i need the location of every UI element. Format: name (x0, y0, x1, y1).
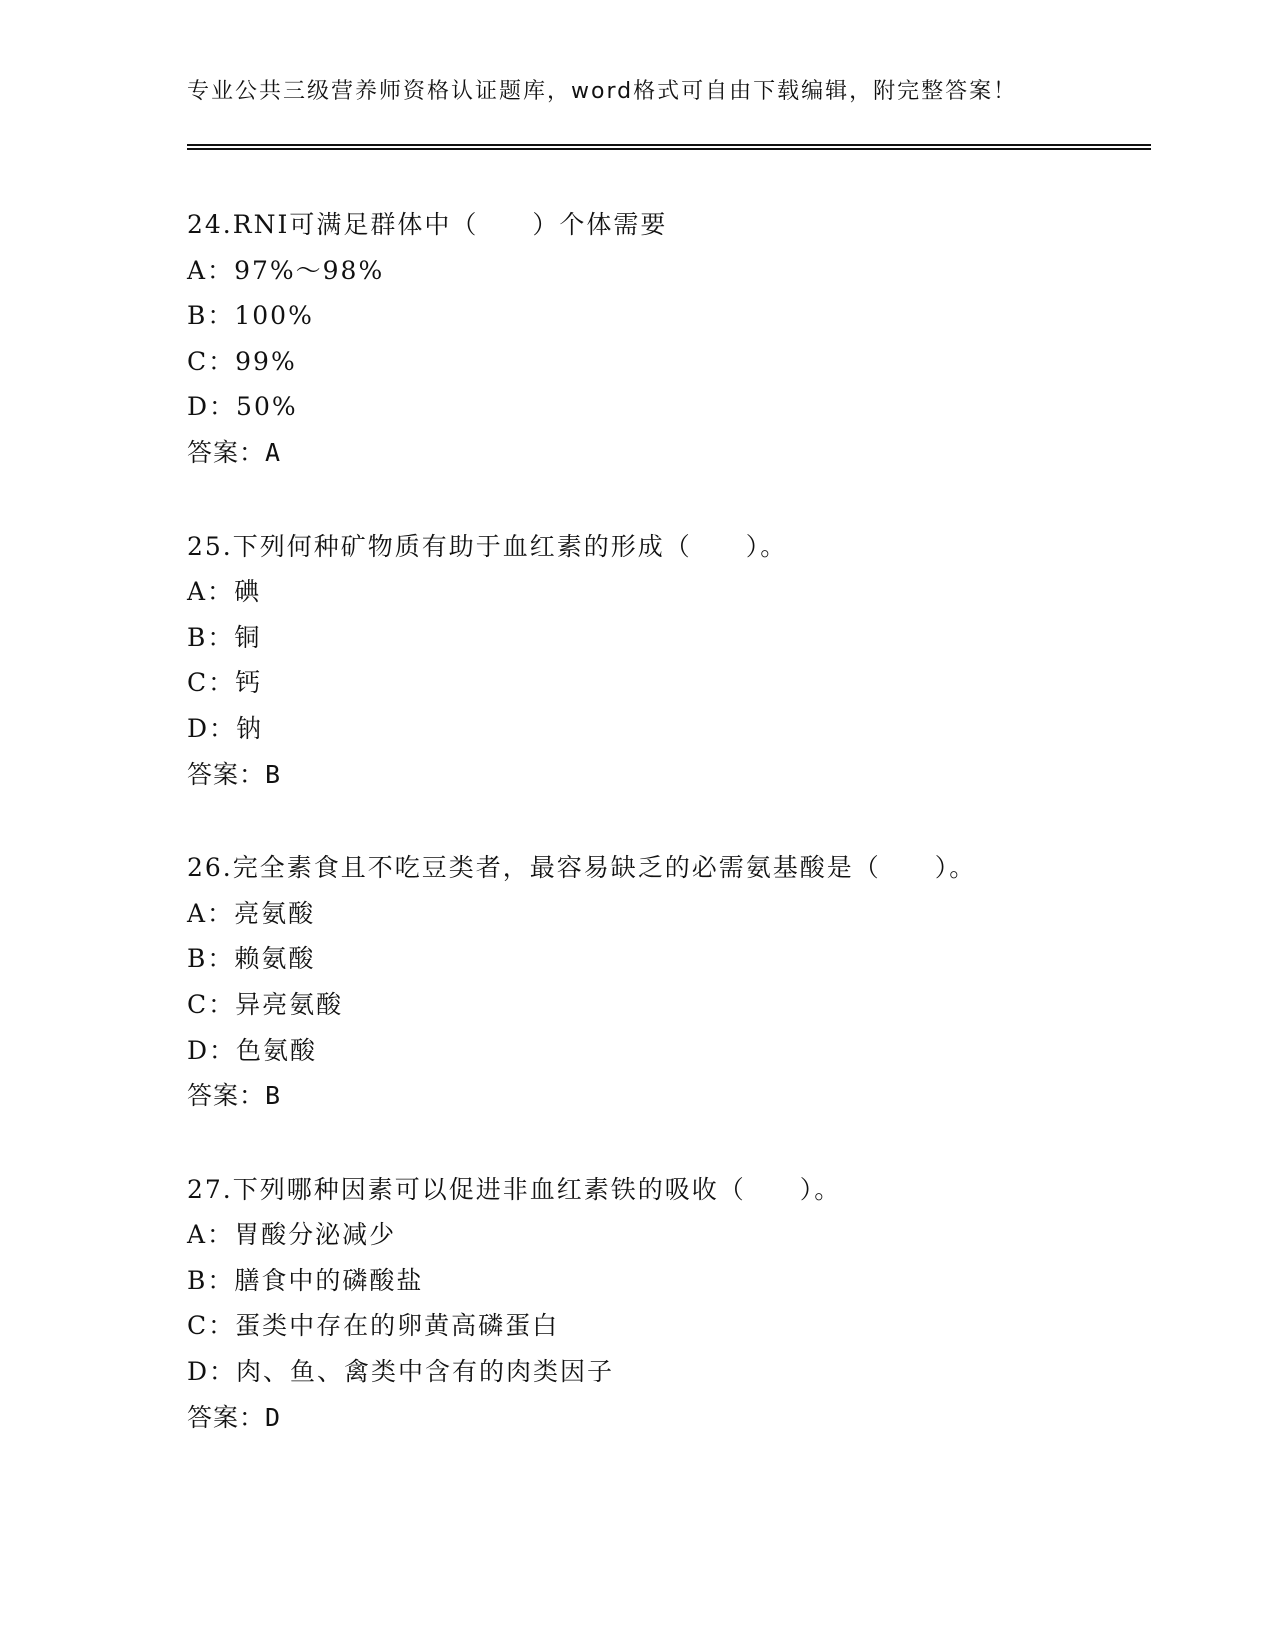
option-b (187, 936, 1147, 982)
question-25 (187, 524, 1147, 798)
option-key: C： (187, 668, 236, 698)
option-d (187, 384, 1147, 430)
option-text: 碘 (234, 577, 262, 607)
option-c (187, 660, 1147, 706)
option-text: 铜 (234, 622, 262, 652)
option-text: 异亮氨酸 (235, 989, 344, 1019)
option-key: C： (187, 989, 236, 1019)
option-key: B： (187, 622, 235, 652)
option-text: 蛋类中存在的卵黄高磷蛋白 (235, 1311, 560, 1341)
answer: 答案：A (187, 437, 282, 467)
option-b (187, 293, 1147, 339)
option-key: A： (187, 255, 235, 285)
answer: 答案：B (187, 1081, 282, 1111)
option-text: 100% (234, 301, 314, 331)
question-title: 25.下列何种矿物质有助于血红素的形成（ ）。 (187, 531, 788, 561)
option-a (187, 569, 1147, 615)
option-b (187, 1258, 1147, 1304)
option-text: 色氨酸 (236, 1035, 318, 1065)
option-a (187, 891, 1147, 937)
question-title: 26.完全素食且不吃豆类者，最容易缺乏的必需氨基酸是（ ）。 (187, 853, 977, 883)
option-key: B： (187, 944, 235, 974)
question-24 (187, 202, 1147, 476)
option-key: C： (187, 346, 236, 376)
option-text: 亮氨酸 (234, 898, 316, 928)
option-key: A： (187, 1220, 235, 1250)
option-c (187, 1303, 1147, 1349)
question-title: 27.下列哪种因素可以促进非血红素铁的吸收（ ）。 (187, 1174, 842, 1204)
question-26 (187, 845, 1147, 1119)
option-a (187, 248, 1147, 294)
page-header: 专业公共三级营养师资格认证题库，word格式可自由下载编辑，附完整答案！ (187, 79, 1018, 104)
option-c (187, 339, 1147, 385)
header-divider (187, 144, 1151, 150)
question-list (187, 202, 1147, 1488)
option-text: 97%～98% (234, 255, 385, 285)
option-text: 钙 (235, 668, 263, 698)
question-27 (187, 1167, 1147, 1441)
option-key: C： (187, 1311, 236, 1341)
option-key: B： (187, 1265, 235, 1295)
option-b (187, 615, 1147, 661)
option-key: D： (187, 392, 237, 422)
option-key: D： (187, 713, 237, 743)
option-text: 赖氨酸 (234, 944, 316, 974)
option-key: D： (187, 1035, 237, 1065)
option-d (187, 1028, 1147, 1074)
question-title: 24.RNI可满足群体中（ ）个体需要 (187, 210, 668, 239)
option-d (187, 1349, 1147, 1395)
option-text: 99% (235, 346, 297, 376)
option-text: 50% (236, 392, 298, 422)
answer: 答案：B (187, 759, 282, 789)
option-text: 胃酸分泌减少 (234, 1220, 397, 1250)
option-text: 肉、鱼、禽类中含有的肉类因子 (236, 1357, 615, 1387)
option-c (187, 982, 1147, 1028)
option-key: D： (187, 1357, 237, 1387)
option-a (187, 1212, 1147, 1258)
option-key: B： (187, 301, 235, 331)
option-text: 膳食中的磷酸盐 (234, 1265, 424, 1295)
answer: 答案：D (187, 1402, 282, 1432)
option-key: A： (187, 898, 235, 928)
option-text: 钠 (236, 713, 264, 743)
option-d (187, 706, 1147, 752)
option-key: A： (187, 577, 235, 607)
